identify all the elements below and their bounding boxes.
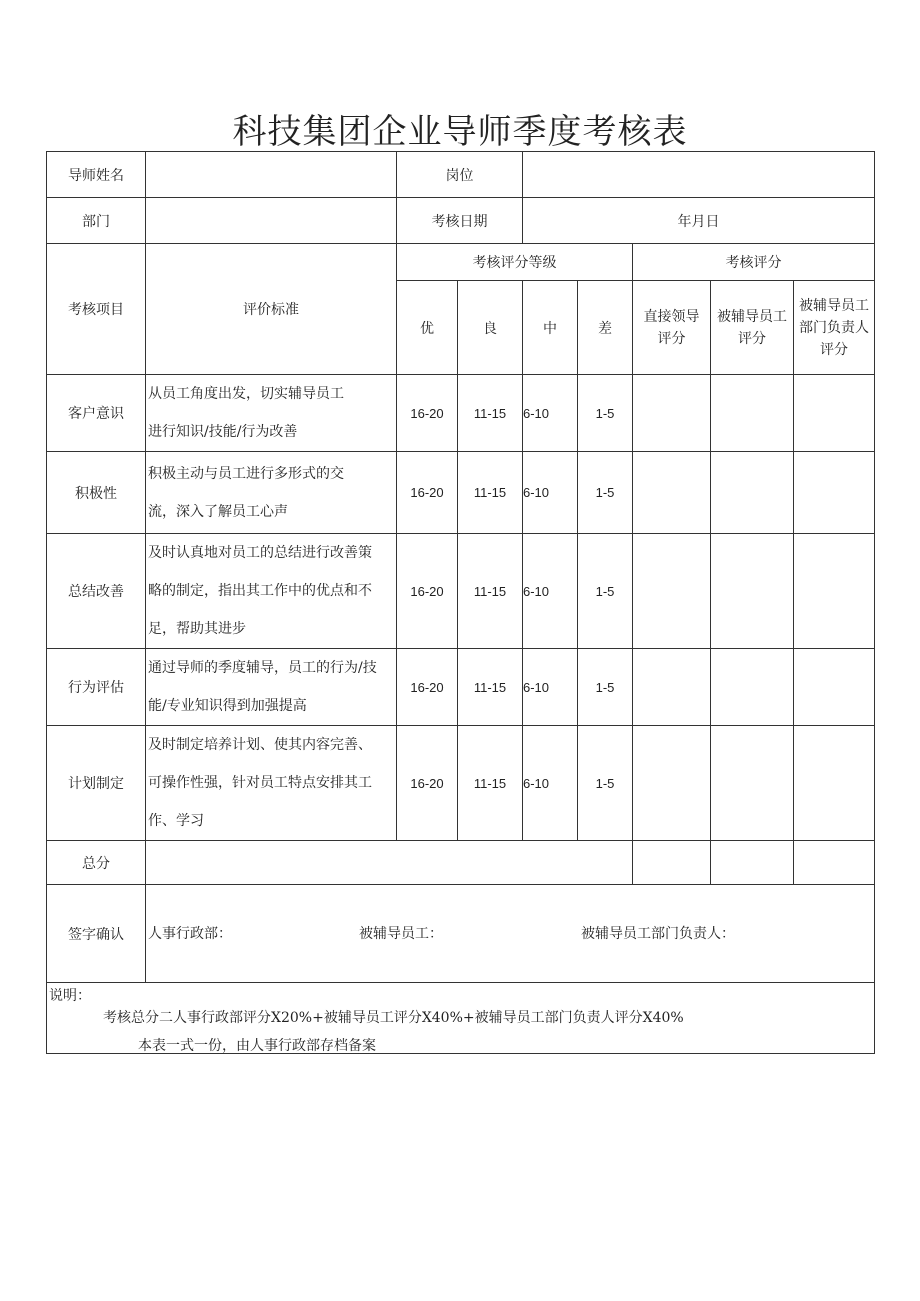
item-label: 行为评估 — [47, 649, 146, 726]
score-employee-cell[interactable] — [711, 726, 794, 841]
standard-text: 及时制定培养计划、使其内容完善、 可操作性强，针对员工特点安排其工 作、学习 — [146, 726, 397, 841]
grade-medium: 6-10 — [523, 534, 578, 649]
position-label: 岗位 — [397, 152, 523, 198]
total-field[interactable] — [146, 841, 633, 885]
grade-poor: 1-5 — [578, 534, 633, 649]
table-row — [47, 534, 875, 649]
signature-area[interactable] — [146, 885, 875, 983]
score-employee-cell[interactable] — [711, 375, 794, 452]
note-formula: 考核总分二人事行政部评分X20%+被辅导员工评分X40%+被辅导员工部门负责人评分X40% — [103, 1010, 684, 1026]
total-employee-cell[interactable] — [711, 841, 794, 885]
grade-excellent: 16-20 — [397, 726, 458, 841]
standard-text: 积极主动与员工进行多形式的交 流，深入了解员工心声 — [146, 452, 397, 534]
score-leader-cell[interactable] — [633, 534, 711, 649]
grade-poor: 1-5 — [578, 375, 633, 452]
assessment-date-field[interactable]: 年月日 — [523, 198, 875, 244]
score-leader-cell[interactable] — [633, 649, 711, 726]
grade-medium-header: 中 — [523, 281, 578, 375]
scorer-employee-header: 被辅导员工 评分 — [711, 281, 794, 375]
item-label: 积极性 — [47, 452, 146, 534]
score-employee-cell[interactable] — [711, 452, 794, 534]
score-dept-head-cell[interactable] — [794, 534, 875, 649]
grade-poor-header: 差 — [578, 281, 633, 375]
grade-medium: 6-10 — [523, 452, 578, 534]
grade-poor: 1-5 — [578, 726, 633, 841]
standard-text: 及时认真地对员工的总结进行改善策 略的制定，指出其工作中的优点和不 足，帮助其进步 — [146, 534, 397, 649]
grade-poor: 1-5 — [578, 649, 633, 726]
position-field[interactable] — [523, 152, 875, 198]
department-field[interactable] — [146, 198, 397, 244]
item-label: 总结改善 — [47, 534, 146, 649]
score-leader-cell[interactable] — [633, 726, 711, 841]
grade-medium: 6-10 — [523, 649, 578, 726]
standard-text: 通过导师的季度辅导，员工的行为/技 能/专业知识得到加强提高 — [146, 649, 397, 726]
signature-label: 签字确认 — [47, 885, 146, 983]
total-label: 总分 — [47, 841, 146, 885]
score-employee-cell[interactable] — [711, 649, 794, 726]
grade-poor: 1-5 — [578, 452, 633, 534]
grade-medium: 6-10 — [523, 726, 578, 841]
grade-excellent: 16-20 — [397, 452, 458, 534]
employee-signature: 被辅导员工： — [359, 926, 443, 942]
standard-header: 评价标准 — [146, 244, 397, 375]
assessment-date-label: 考核日期 — [397, 198, 523, 244]
score-leader-cell[interactable] — [633, 375, 711, 452]
grade-good: 11-15 — [458, 452, 523, 534]
table-row — [47, 375, 875, 452]
item-label: 计划制定 — [47, 726, 146, 841]
total-leader-cell[interactable] — [633, 841, 711, 885]
grade-group-header: 考核评分等级 — [397, 244, 633, 281]
item-label: 客户意识 — [47, 375, 146, 452]
score-employee-cell[interactable] — [711, 534, 794, 649]
mentor-name-field[interactable] — [146, 152, 397, 198]
assessment-table — [46, 151, 875, 1054]
score-dept-head-cell[interactable] — [794, 452, 875, 534]
table-row — [47, 726, 875, 841]
grade-good-header: 良 — [458, 281, 523, 375]
grade-good: 11-15 — [458, 649, 523, 726]
grade-good: 11-15 — [458, 534, 523, 649]
score-dept-head-cell[interactable] — [794, 726, 875, 841]
grade-excellent: 16-20 — [397, 534, 458, 649]
grade-excellent: 16-20 — [397, 649, 458, 726]
page-title: 科技集团企业导师季度考核表 — [232, 112, 688, 152]
total-dept-head-cell[interactable] — [794, 841, 875, 885]
footer-note: 本表一式一份，由人事行政部存档备案 — [138, 1038, 376, 1054]
score-leader-cell[interactable] — [633, 452, 711, 534]
scorer-leader-header: 直接领导 评分 — [633, 281, 711, 375]
grade-medium: 6-10 — [523, 375, 578, 452]
table-row — [47, 452, 875, 534]
dept-head-signature: 被辅导员工部门负责人： — [581, 926, 735, 942]
department-label: 部门 — [47, 198, 146, 244]
grade-excellent: 16-20 — [397, 375, 458, 452]
score-group-header: 考核评分 — [633, 244, 875, 281]
hr-signature: 人事行政部： — [148, 926, 232, 942]
score-dept-head-cell[interactable] — [794, 375, 875, 452]
score-dept-head-cell[interactable] — [794, 649, 875, 726]
scorer-dept-head-header: 被辅导员工 部门负责人 评分 — [794, 281, 875, 375]
grade-good: 11-15 — [458, 375, 523, 452]
table-row — [47, 649, 875, 726]
grade-excellent-header: 优 — [397, 281, 458, 375]
note-label: 说明： — [49, 988, 91, 1004]
item-header: 考核项目 — [47, 244, 146, 375]
grade-good: 11-15 — [458, 726, 523, 841]
mentor-name-label: 导师姓名 — [47, 152, 146, 198]
standard-text: 从员工角度出发，切实辅导员工 进行知识/技能/行为改善 — [146, 375, 397, 452]
